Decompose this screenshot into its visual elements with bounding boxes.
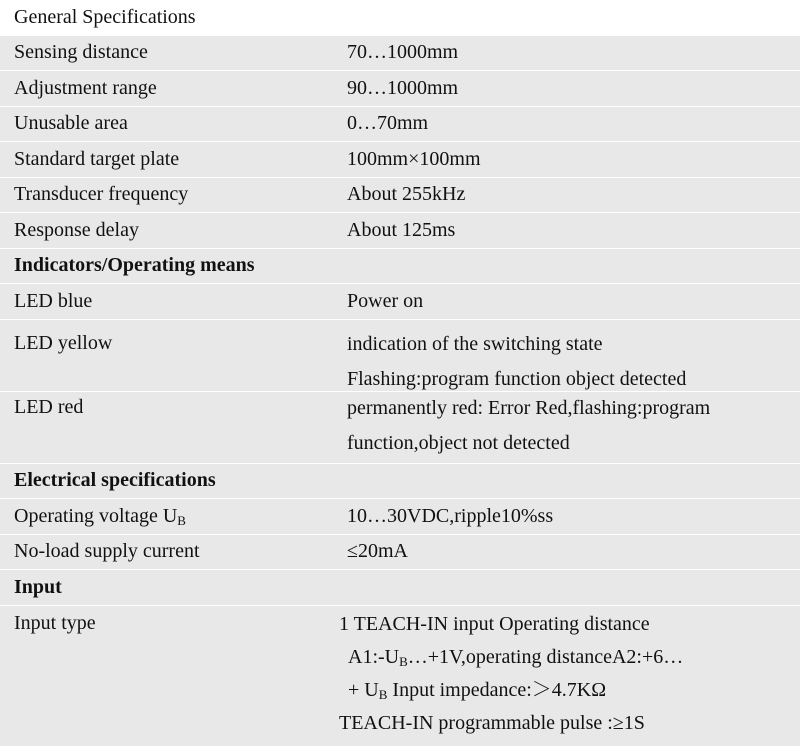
section-title: General Specifications	[14, 5, 196, 28]
spec-row-target-plate	[0, 142, 800, 178]
section-title: Electrical specifications	[14, 469, 216, 492]
spec-label: Standard target plate	[14, 147, 180, 170]
spec-value: Power on	[347, 289, 424, 312]
spec-value: 70…1000mm	[347, 41, 459, 64]
spec-value: ≤20mA	[347, 540, 408, 563]
section-input-header	[0, 570, 800, 606]
spec-value-line: indication of the switching state	[347, 332, 603, 355]
spec-row-led-blue	[0, 284, 800, 320]
spec-value-line: function,object not detected	[347, 432, 570, 454]
spec-row-supply-current	[0, 535, 800, 571]
spec-value: 90…1000mm	[347, 76, 459, 99]
spec-row-led-yellow	[0, 320, 800, 392]
spec-row-input-type	[0, 606, 800, 747]
spec-value-line: TEACH-IN programmable pulse :≥1S	[339, 711, 645, 734]
spec-label: Input type	[14, 611, 96, 634]
section-title: Indicators/Operating means	[14, 254, 255, 277]
section-general-header	[0, 0, 800, 36]
spec-row-adjustment-range	[0, 71, 800, 107]
spec-label: Adjustment range	[14, 76, 157, 99]
spec-value-line: + $U_B$ Input impedance:＞4.7KΩ	[348, 678, 607, 702]
spec-label: LED blue	[14, 289, 93, 312]
spec-value: About 125ms	[347, 218, 456, 241]
spec-label: Operating voltage $U_B$	[14, 504, 186, 528]
spec-label: Sensing distance	[14, 41, 148, 64]
spec-value: 10…30VDC,ripple10%ss	[347, 504, 554, 527]
spec-value-line: permanently red: Error Red,flashing:program	[347, 396, 711, 419]
section-electrical-header	[0, 464, 800, 500]
spec-row-operating-voltage	[0, 499, 800, 535]
spec-label: Transducer frequency	[14, 183, 189, 206]
spec-label: LED red	[14, 395, 84, 418]
section-indicators-header	[0, 249, 800, 285]
spec-row-unusable-area	[0, 107, 800, 143]
spec-row-transducer-frequency	[0, 178, 800, 214]
spec-value: About 255kHz	[347, 183, 466, 206]
spec-label: Response delay	[14, 218, 139, 241]
spec-value: 100mm×100mm	[347, 147, 481, 170]
spec-value-line: $A1:-U_B\dots+1V,operating$ distanceA2:+6…	[348, 645, 684, 669]
spec-row-response-delay	[0, 213, 800, 249]
section-title: Input	[14, 575, 62, 598]
spec-value: 0…70mm	[347, 112, 429, 135]
spec-row-sensing-distance	[0, 36, 800, 72]
spec-label: LED yellow	[14, 331, 113, 354]
spec-label: No-load supply current	[14, 540, 200, 563]
spec-row-led-red	[0, 392, 800, 464]
spec-value-line: Flashing:program function object detected	[347, 368, 687, 390]
spec-label: Unusable area	[14, 112, 128, 135]
spec-value-line: 1 TEACH-IN input Operating distance	[339, 612, 650, 635]
